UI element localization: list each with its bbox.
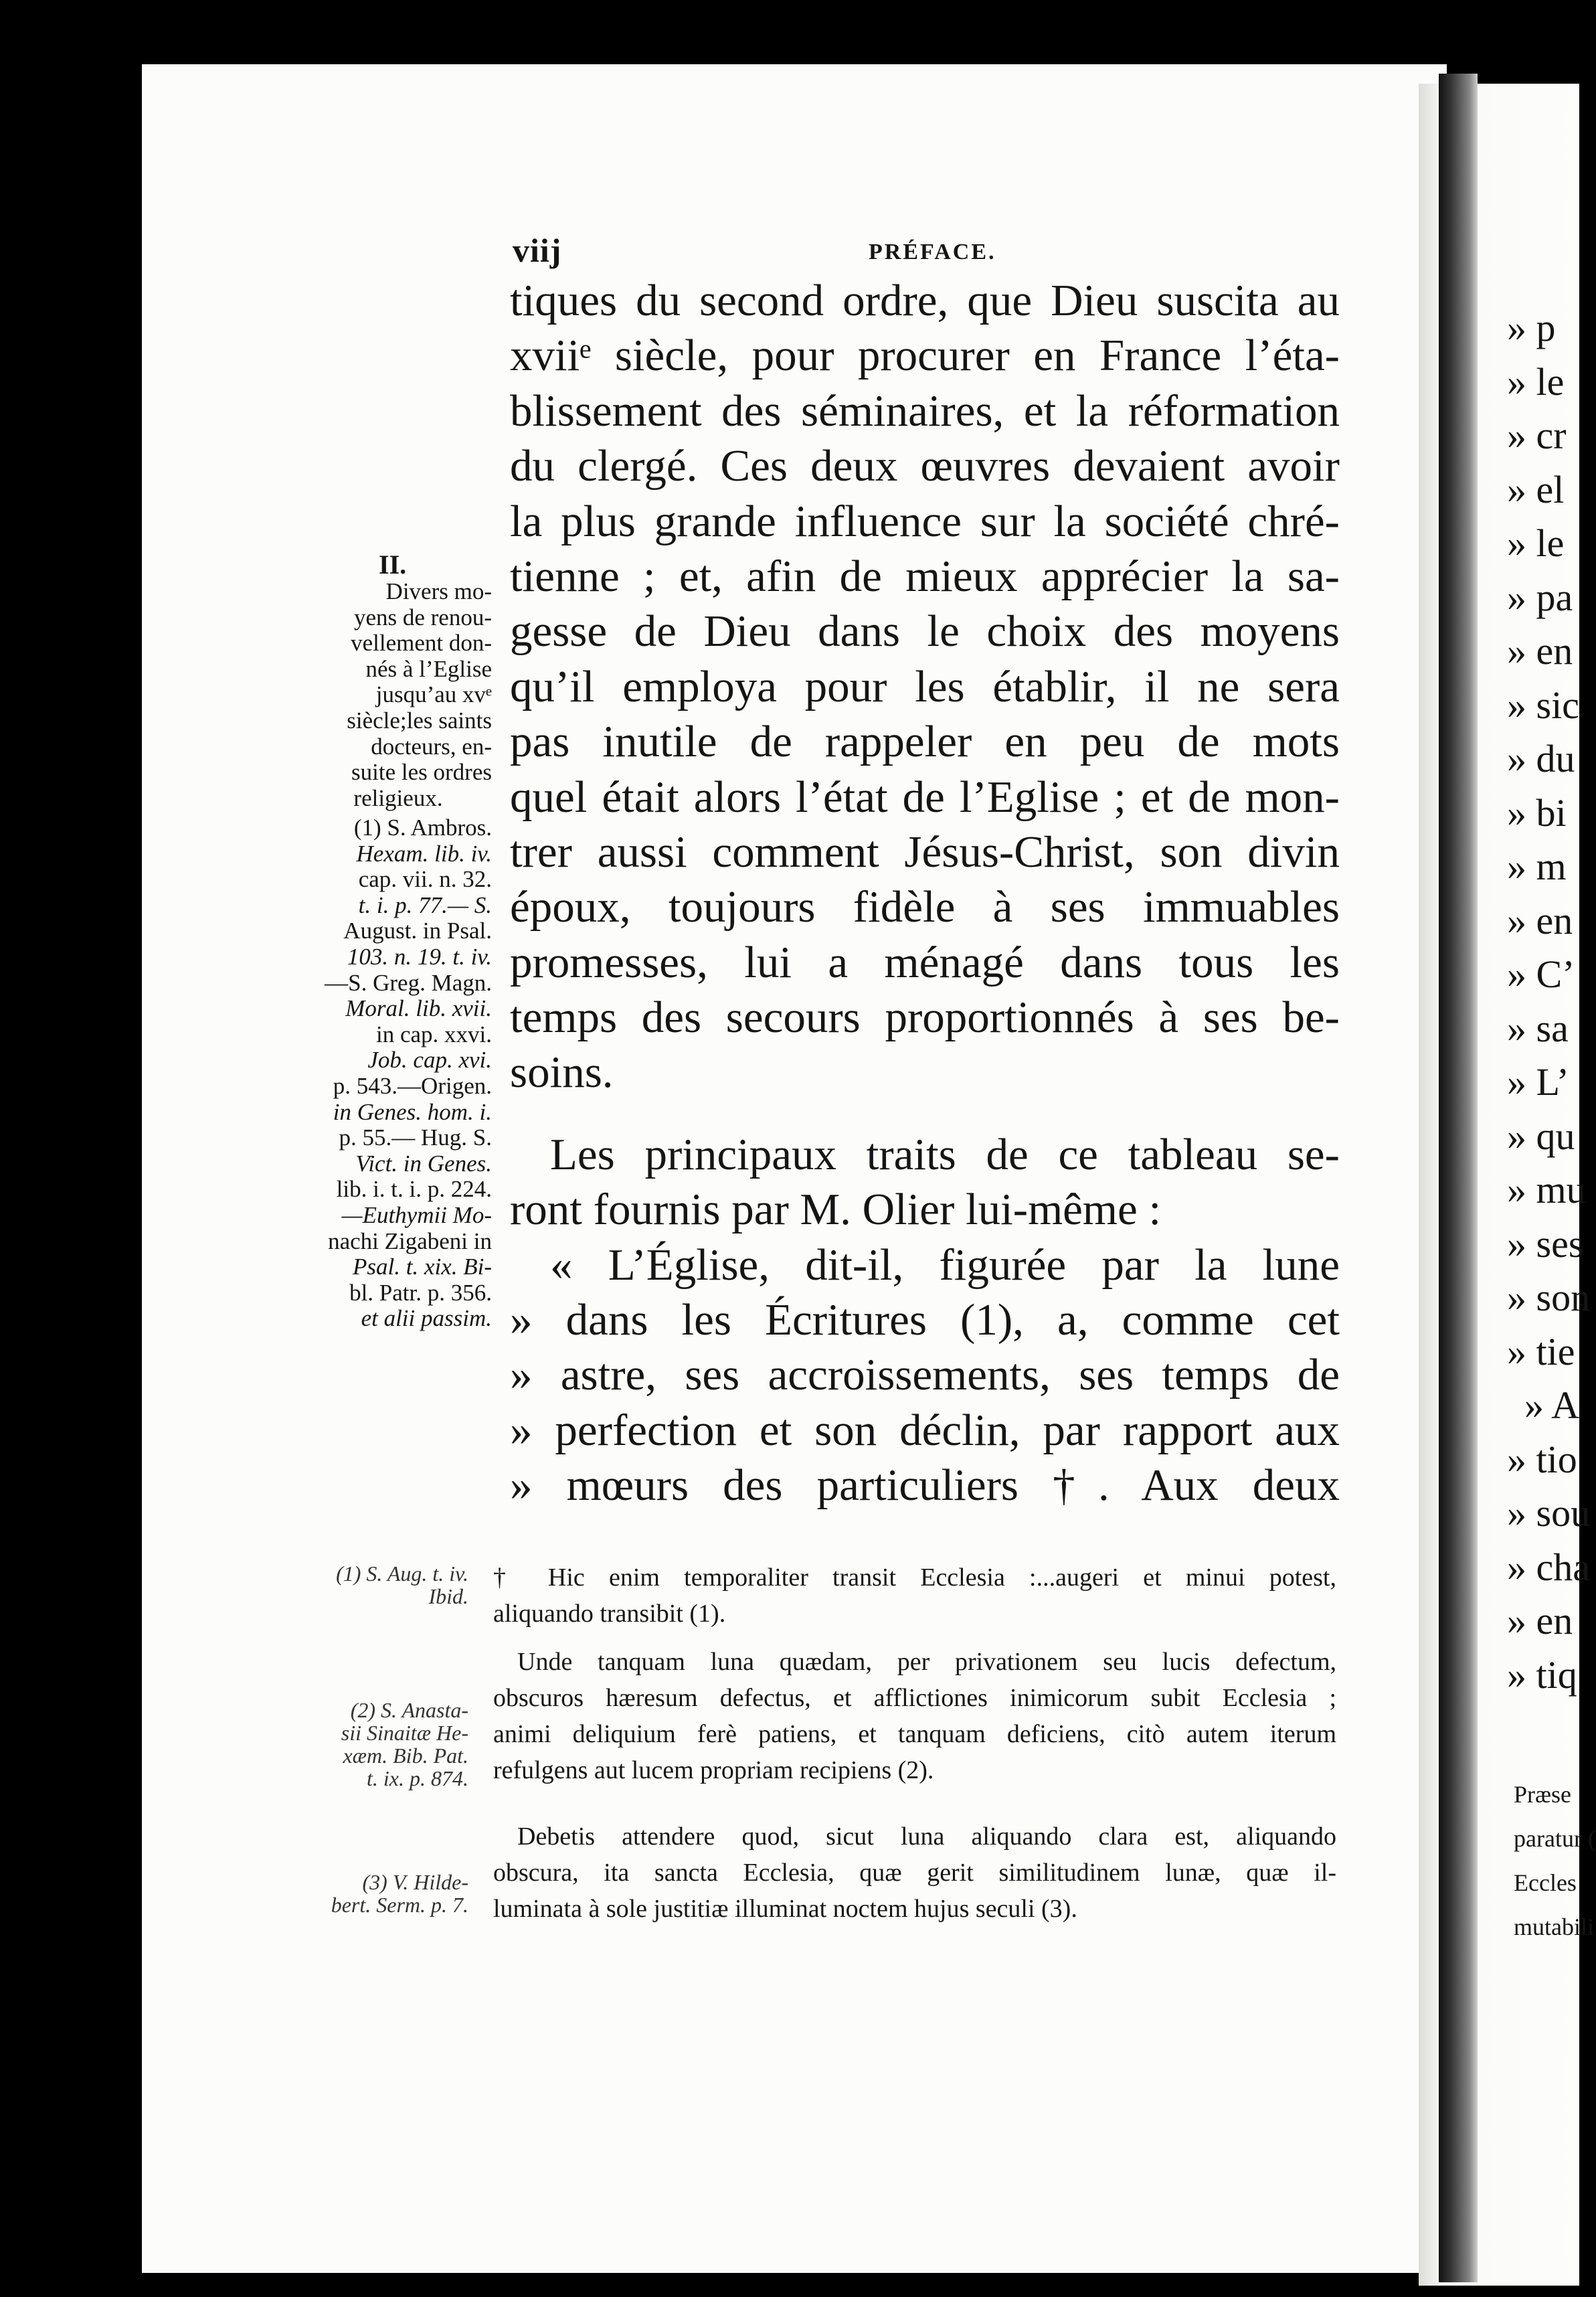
facing-page-line: » cr: [1507, 414, 1567, 457]
margin-note-summary: [304, 579, 492, 811]
margin-note-line: religieux.: [353, 784, 443, 811]
book-gutter-shadow: [1439, 74, 1478, 2282]
text-line: » dans les Écritures (1), a, comme cet: [510, 1295, 1340, 1345]
facing-page-note-line: paratur (: [1514, 1825, 1596, 1852]
page-number: viij: [513, 232, 562, 269]
margin-note-line: suite les ordres: [351, 759, 492, 786]
footnote-line: luminata à sole justitiæ illuminat noctem hujus seculi (3).: [493, 1895, 1077, 1923]
facing-page-note-line: Præse: [1514, 1781, 1572, 1808]
footnote-dagger: [493, 1559, 1336, 1632]
footnote-line: animi deliquium ferè patiens, et tanquam deficiens, citò autem iterum: [493, 1720, 1336, 1748]
facing-page-line: » ses: [1507, 1221, 1584, 1266]
text-line: trer aussi comment Jésus-Christ, son divin: [510, 827, 1340, 877]
side-reference-line: sii Sinaitæ He-: [341, 1721, 468, 1745]
citation-line: —S. Greg. Magn.: [325, 969, 492, 996]
side-reference-line: (2) S. Anasta-: [350, 1698, 468, 1722]
text-line: gesse de Dieu dans le choix des moyens: [510, 606, 1340, 657]
facing-page-line: » p: [1507, 306, 1556, 349]
margin-note-line: Divers mo-: [385, 578, 492, 604]
margin-note-line: yens de renou-: [353, 604, 492, 630]
citation-line: cap. vii. n. 32.: [358, 866, 492, 893]
text-line: » astre, ses accroissements, ses temps de: [510, 1350, 1340, 1400]
text-line: temps des secours proportionnés à ses be-: [510, 993, 1340, 1043]
footnote-block-2: [493, 1644, 1336, 1788]
side-reference-line: t. ix. p. 874.: [367, 1766, 468, 1790]
citation-line: 103. n. 19. t. iv.: [347, 943, 492, 970]
main-text-block: [510, 273, 1340, 1513]
side-reference-line: xæm. Bib. Pat.: [343, 1743, 468, 1768]
side-reference-line: (3) V. Hilde-: [362, 1870, 468, 1894]
facing-page-line: » en: [1507, 629, 1573, 673]
footnote-line: refulgens aut lucem propriam recipiens (2).: [493, 1756, 934, 1784]
citation-line: in cap. xxvi.: [375, 1021, 492, 1047]
text-line: blissement des séminaires, et la réformation: [510, 386, 1340, 436]
footnote-line: Debetis attendere quod, sicut luna aliquando clara est, aliquando: [517, 1822, 1336, 1851]
facing-page-line: » en: [1507, 898, 1573, 942]
facing-page-line: » tiq: [1507, 1652, 1577, 1697]
facing-page-line: » C’: [1507, 952, 1575, 996]
citation-line: et alii passim.: [361, 1305, 492, 1332]
footnote-line: obscuros hæresum defectus, et afflictiones inimicorum subit Ecclesia ;: [493, 1684, 1336, 1712]
citation-line: Vict. in Genes.: [355, 1150, 492, 1177]
footnote-line: Unde tanquam luna quædam, per privationem seu lucis defectum,: [517, 1648, 1336, 1676]
citation-line: —Euthymii Mo-: [341, 1201, 492, 1228]
facing-page-line: » el: [1507, 467, 1565, 511]
text-line: quel était alors l’état de l’Eglise ; et de mon-: [510, 772, 1340, 822]
text-line: pas inutile de rappeler en peu de mots: [510, 717, 1340, 767]
text-line: xviiᵉ siècle, pour procurer en France l’éta-: [510, 331, 1340, 381]
citation-line: lib. i. t. i. p. 224.: [336, 1176, 492, 1203]
text-line: » mœurs des particuliers †. Aux deux: [510, 1460, 1340, 1511]
citation-line: p. 543.—Origen.: [333, 1072, 492, 1099]
margin-note-line: nés à l’Eglise: [365, 655, 492, 682]
facing-page-notes: [1514, 1772, 1596, 1949]
margin-note-line: vellement don-: [351, 630, 492, 657]
citation-line: bl. Patr. p. 356.: [349, 1279, 492, 1306]
facing-page-line: » bi: [1507, 790, 1567, 835]
text-line: du clergé. Ces deux œuvres devaient avoir: [510, 441, 1340, 491]
text-line: époux, toujours fidèle à ses immuables: [510, 882, 1340, 932]
text-line: la plus grande influence sur la société chré-: [510, 496, 1340, 546]
facing-page-line: » qu: [1507, 1114, 1575, 1158]
citation-line: p. 55.— Hug. S.: [339, 1124, 492, 1151]
facing-page-line: » L’: [1507, 1060, 1569, 1104]
side-reference-line: (1) S. Aug. t. iv.: [336, 1561, 468, 1586]
citation-line: August. in Psal.: [343, 918, 492, 944]
facing-page-line: » mu: [1507, 1168, 1586, 1211]
side-reference-2: [268, 1699, 468, 1790]
citation-line: Job. cap. xvi.: [367, 1047, 492, 1074]
text-line: promesses, lui a ménagé dans tous les: [510, 937, 1340, 987]
facing-page-line: » tie: [1507, 1329, 1575, 1373]
citation-line: (1) S. Ambros.: [353, 815, 492, 841]
text-line: ront fournis par M. Olier lui-même :: [510, 1185, 1162, 1235]
margin-note-line: siècle;les saints: [347, 707, 492, 734]
margin-note-heading: II.: [379, 549, 407, 580]
text-line: tienne ; et, afin de mieux apprécier la sa-: [510, 551, 1340, 601]
margin-citations: [304, 815, 492, 1332]
citation-line: in Genes. hom. i.: [333, 1098, 492, 1125]
text-line: » perfection et son déclin, par rapport aux: [510, 1405, 1340, 1455]
facing-page-line: » cha: [1507, 1545, 1590, 1589]
facing-page-note-line: mutabili: [1514, 1913, 1594, 1940]
text-line: tiques du second ordre, que Dieu suscita au: [510, 276, 1340, 325]
side-reference-3: [268, 1871, 468, 1916]
facing-page-line: » son: [1507, 1276, 1591, 1319]
text-line: qu’il employa pour les établir, il ne sera: [510, 661, 1340, 711]
text-line: soins.: [510, 1047, 614, 1098]
side-reference-line: Ibid.: [428, 1584, 468, 1608]
margin-note-line: docteurs, en-: [371, 733, 492, 760]
text-line: « L’Église, dit-il, figurée par la lune: [550, 1240, 1340, 1290]
facing-page-line: » pa: [1507, 575, 1573, 619]
citation-line: nachi Zigabeni in: [328, 1227, 492, 1254]
citation-line: Hexam. lib. iv.: [356, 840, 492, 867]
footnote-line: obscura, ita sancta Ecclesia, quæ gerit similitudinem lunæ, quæ il-: [493, 1859, 1336, 1887]
facing-page-line: » tio: [1507, 1437, 1577, 1481]
footnote-line: aliquando transibit (1).: [493, 1600, 726, 1628]
facing-page-note-line: Eccles: [1514, 1869, 1577, 1896]
side-reference-line: bert. Serm. p. 7.: [331, 1893, 468, 1917]
facing-page-line: » m: [1507, 845, 1567, 888]
facing-page-line: » sou: [1507, 1491, 1591, 1535]
facing-page-line: » le: [1507, 359, 1565, 404]
facing-page-line: » A: [1524, 1383, 1580, 1427]
citation-line: Psal. t. xix. Bi-: [352, 1254, 492, 1280]
facing-page-line: » sic: [1507, 683, 1579, 727]
margin-note-line: jusqu’au xvᵉ: [375, 681, 492, 708]
facing-page-line: » sa: [1507, 1006, 1569, 1050]
text-line: Les principaux traits de ce tableau se-: [550, 1129, 1340, 1179]
facing-page-line: » en: [1507, 1599, 1573, 1642]
citation-line: Moral. lib. xvii.: [345, 995, 492, 1022]
citation-line: t. i. p. 77.— S.: [358, 891, 492, 918]
running-title: PRÉFACE.: [869, 240, 996, 264]
footnote-line: † Hic enim temporaliter transit Ecclesia :...augeri et minui potest,: [493, 1563, 1336, 1592]
footnote-block-3: [493, 1818, 1336, 1927]
side-reference-1: [268, 1562, 468, 1608]
facing-page-line: » le: [1507, 521, 1565, 565]
facing-page-line: » du: [1507, 737, 1575, 780]
facing-page-text: [1507, 301, 1590, 1702]
